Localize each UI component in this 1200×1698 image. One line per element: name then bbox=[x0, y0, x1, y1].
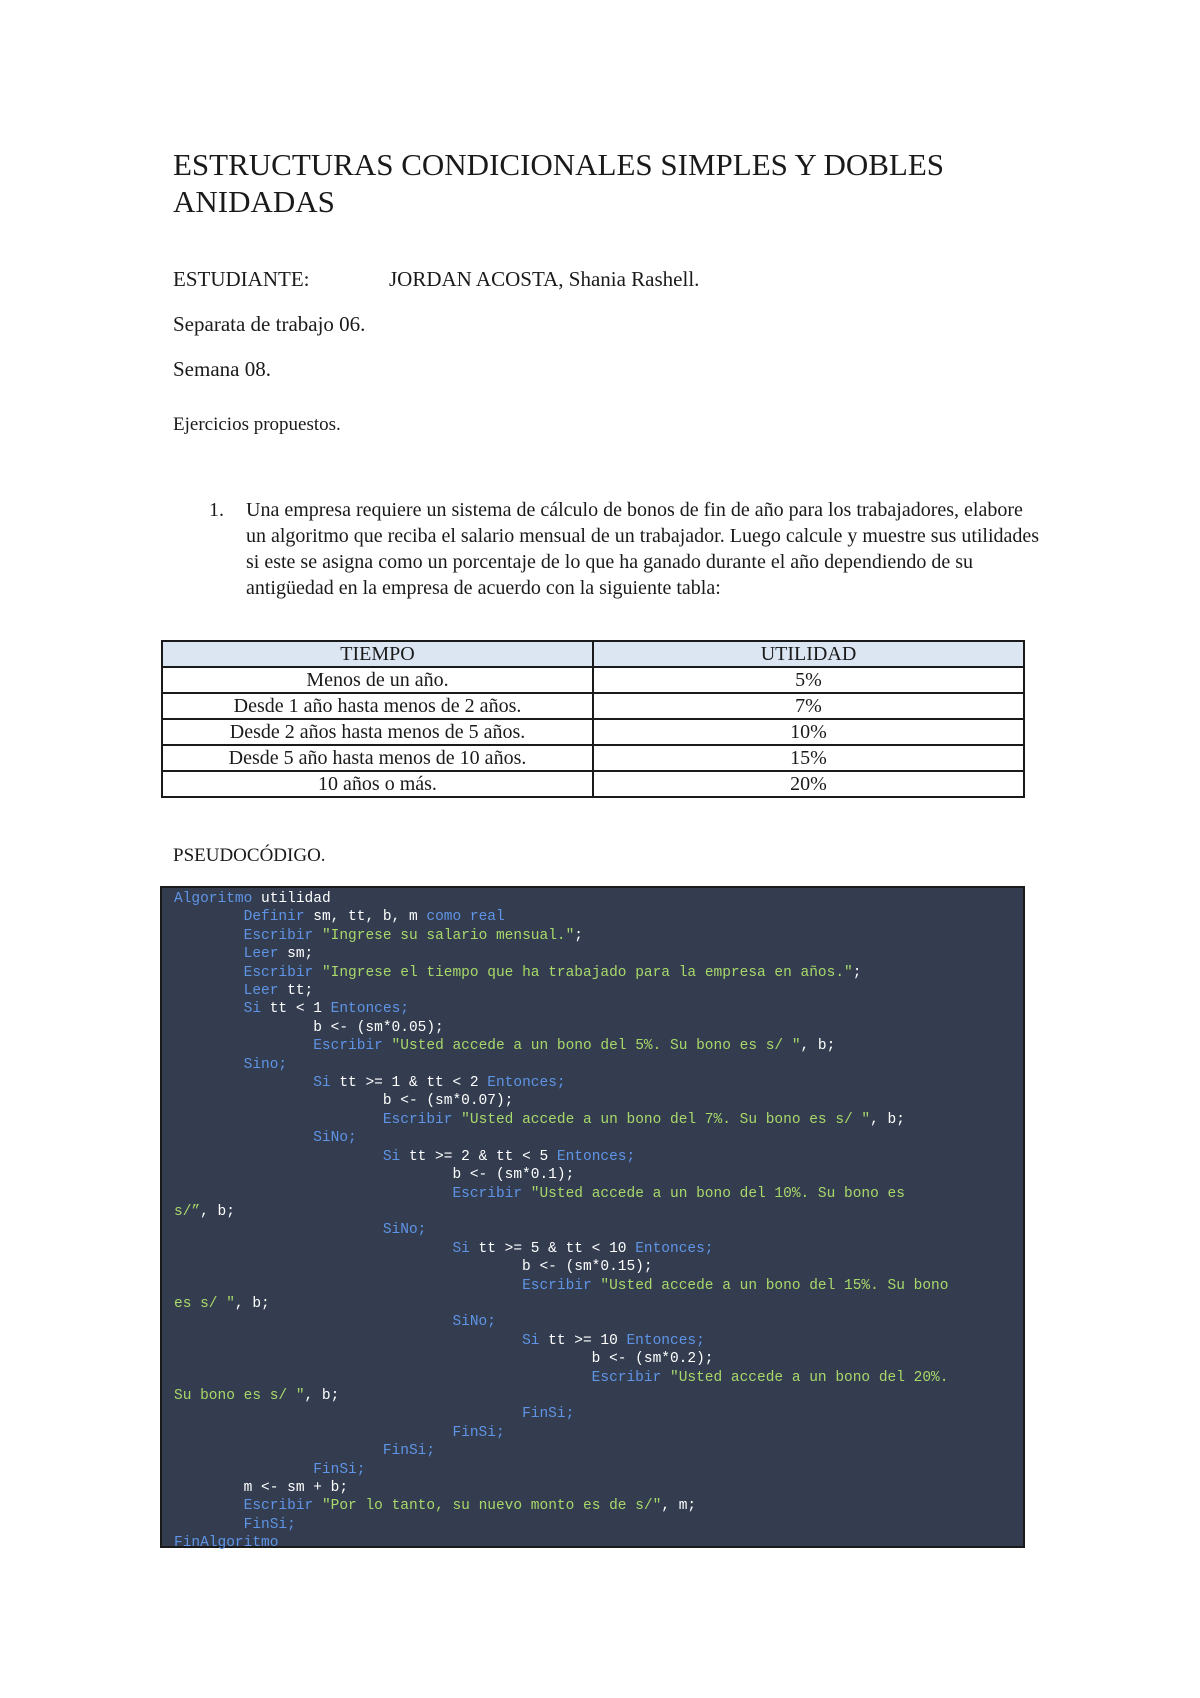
code-keyword: Leer bbox=[243, 983, 279, 1000]
table-row bbox=[162, 693, 1024, 719]
code-text bbox=[174, 983, 244, 999]
code-keyword: SiNo; bbox=[313, 1130, 357, 1147]
header-tiempo: TIEMPO bbox=[162, 641, 593, 667]
code-keyword: Entonces; bbox=[330, 1001, 409, 1018]
code-text bbox=[174, 1038, 313, 1054]
code-keyword: Si bbox=[522, 1332, 540, 1349]
code-keyword: SiNo; bbox=[382, 1222, 427, 1239]
code-keyword: como real bbox=[426, 909, 505, 926]
code-line bbox=[174, 1037, 1011, 1055]
code-keyword: Escribir bbox=[243, 1498, 314, 1515]
code-line bbox=[174, 1497, 1011, 1515]
code-text bbox=[174, 1001, 244, 1017]
code-text: , b; bbox=[234, 1295, 270, 1312]
code-line bbox=[174, 1332, 1011, 1350]
code-text bbox=[174, 1057, 244, 1073]
code-line bbox=[174, 1019, 1011, 1037]
code-text bbox=[174, 1406, 522, 1422]
code-string: Su bono es s/ " bbox=[174, 1387, 305, 1404]
code-line bbox=[174, 1129, 1011, 1147]
code-line bbox=[174, 1313, 1011, 1331]
code-keyword: Si bbox=[452, 1240, 470, 1257]
code-text: , b; bbox=[800, 1038, 836, 1055]
code-line bbox=[174, 927, 1011, 945]
utility-table bbox=[161, 640, 1025, 798]
code-keyword: Escribir bbox=[313, 1038, 383, 1055]
code-keyword: FinSi; bbox=[382, 1443, 436, 1460]
student-label: ESTUDIANTE: bbox=[173, 267, 310, 291]
code-text bbox=[174, 1333, 522, 1349]
pseudocode-block bbox=[160, 886, 1025, 1552]
code-text: ; bbox=[852, 964, 862, 981]
code-line bbox=[174, 1277, 1011, 1295]
code-keyword: SiNo; bbox=[452, 1314, 496, 1331]
code-text bbox=[174, 1278, 522, 1294]
code-line bbox=[174, 1295, 1011, 1313]
code-string: "Ingrese el tiempo que ha trabajado para la empresa en años." bbox=[313, 964, 853, 981]
code-text: tt; bbox=[278, 983, 314, 1000]
code-string: "Ingrese su salario mensual." bbox=[313, 927, 575, 944]
code-line bbox=[174, 1203, 1011, 1221]
code-text: b <- (sm*0.15); bbox=[174, 1259, 653, 1276]
code-line bbox=[174, 1350, 1011, 1368]
code-text: utilidad bbox=[252, 891, 331, 907]
code-text: , b; bbox=[200, 1203, 235, 1220]
code-keyword: Entonces; bbox=[556, 1148, 636, 1165]
code-string: es s/ " bbox=[174, 1295, 235, 1312]
code-keyword: Si bbox=[382, 1148, 401, 1165]
code-text bbox=[174, 1075, 313, 1091]
worksheet-number: Separata de trabajo 06. bbox=[173, 312, 366, 336]
code-keyword: FinSi; bbox=[243, 1516, 296, 1533]
header-utilidad: UTILIDAD bbox=[593, 641, 1024, 667]
code-text bbox=[174, 946, 244, 962]
code-text: sm; bbox=[278, 946, 314, 963]
code-line bbox=[174, 1369, 1011, 1387]
code-line bbox=[174, 1185, 1011, 1203]
code-keyword: FinAlgoritmo bbox=[174, 1535, 279, 1552]
student-line bbox=[173, 266, 700, 292]
code-line bbox=[174, 1092, 1011, 1110]
table-row bbox=[162, 719, 1024, 745]
code-line bbox=[174, 1424, 1011, 1442]
code-line bbox=[174, 1258, 1011, 1276]
code-text: tt < 1 bbox=[261, 1001, 331, 1018]
code-text bbox=[174, 1130, 313, 1146]
pseudocode-text bbox=[174, 890, 1011, 1553]
code-keyword: Escribir bbox=[243, 927, 314, 944]
code-text bbox=[174, 1498, 244, 1514]
code-string: "Por lo tanto, su nuevo monto es de s/" bbox=[313, 1498, 662, 1515]
code-text: b <- (sm*0.1); bbox=[174, 1167, 575, 1184]
code-keyword: Escribir bbox=[522, 1277, 592, 1294]
code-line bbox=[174, 890, 1011, 908]
code-text bbox=[174, 1462, 313, 1478]
code-text bbox=[174, 1149, 383, 1165]
code-line bbox=[174, 1221, 1011, 1239]
code-line bbox=[174, 908, 1011, 926]
code-line bbox=[174, 1442, 1011, 1460]
code-text bbox=[174, 1112, 383, 1128]
code-text: sm, tt, b, m bbox=[304, 909, 427, 926]
table-cell-tiempo: Desde 5 año hasta menos de 10 años. bbox=[162, 745, 593, 771]
code-text bbox=[174, 1425, 452, 1441]
code-text bbox=[174, 1517, 244, 1533]
code-keyword: Algoritmo bbox=[174, 891, 253, 907]
code-keyword: Entonces; bbox=[635, 1240, 714, 1257]
code-string: "Usted accede a un bono del 7%. Su bono es s/ " bbox=[452, 1111, 871, 1128]
code-keyword: FinSi; bbox=[313, 1461, 366, 1478]
code-text: , b; bbox=[870, 1111, 905, 1128]
code-keyword: Escribir bbox=[452, 1185, 523, 1202]
exercises-heading: Ejercicios propuestos. bbox=[173, 414, 341, 435]
code-text: b <- (sm*0.05); bbox=[174, 1019, 444, 1036]
table-header-row bbox=[162, 641, 1024, 667]
code-keyword: Escribir bbox=[382, 1111, 453, 1128]
code-text bbox=[174, 1370, 592, 1386]
week-number: Semana 08. bbox=[173, 357, 271, 381]
table-row bbox=[162, 667, 1024, 693]
code-keyword: Sino; bbox=[243, 1056, 288, 1073]
code-line bbox=[174, 1166, 1011, 1184]
code-text: , m; bbox=[661, 1498, 697, 1515]
table-cell-utilidad: 15% bbox=[593, 745, 1024, 771]
exercise-number: 1. bbox=[209, 499, 224, 521]
document-title: ESTRUCTURAS CONDICIONALES SIMPLES Y DOBLES ANIDADAS bbox=[173, 147, 945, 219]
table-cell-tiempo: Desde 2 años hasta menos de 5 años. bbox=[162, 719, 593, 745]
code-line bbox=[174, 1111, 1011, 1129]
code-text bbox=[174, 928, 244, 944]
code-line bbox=[174, 1387, 1011, 1405]
code-line bbox=[174, 964, 1011, 982]
code-keyword: FinSi; bbox=[522, 1406, 575, 1423]
code-text bbox=[174, 909, 244, 925]
code-text: ; bbox=[574, 927, 583, 944]
code-string: "Usted accede a un bono del 10%. Su bono es bbox=[522, 1185, 905, 1202]
code-string: s/” bbox=[174, 1203, 201, 1220]
code-text: tt >= 5 & tt < 10 bbox=[469, 1240, 636, 1257]
code-text bbox=[174, 1443, 383, 1459]
code-line bbox=[174, 945, 1011, 963]
code-text bbox=[174, 1241, 452, 1257]
code-string: "Usted accede a un bono del 5%. Su bono es s/ " bbox=[382, 1038, 801, 1055]
code-text: tt >= 2 & tt < 5 bbox=[400, 1148, 557, 1165]
code-line bbox=[174, 1461, 1011, 1479]
code-text: b <- (sm*0.2); bbox=[174, 1351, 714, 1368]
code-text bbox=[174, 1314, 452, 1330]
table-row bbox=[162, 771, 1024, 797]
code-line bbox=[174, 1405, 1011, 1423]
table-cell-tiempo: 10 años o más. bbox=[162, 771, 593, 797]
code-keyword: Escribir bbox=[591, 1369, 662, 1386]
code-keyword: Si bbox=[313, 1075, 331, 1092]
table-cell-tiempo: Desde 1 año hasta menos de 2 años. bbox=[162, 693, 593, 719]
code-line bbox=[174, 1000, 1011, 1018]
code-keyword: Escribir bbox=[243, 964, 314, 981]
table-cell-utilidad: 10% bbox=[593, 719, 1024, 745]
code-keyword: Entonces; bbox=[626, 1332, 705, 1349]
code-keyword: Leer bbox=[243, 946, 279, 963]
code-line bbox=[174, 1074, 1011, 1092]
code-text: m <- sm + b; bbox=[174, 1480, 349, 1496]
code-keyword: Entonces; bbox=[487, 1075, 566, 1092]
code-text bbox=[174, 1222, 383, 1238]
table-cell-utilidad: 7% bbox=[593, 693, 1024, 719]
code-line bbox=[174, 982, 1011, 1000]
code-line bbox=[174, 1240, 1011, 1258]
table-row bbox=[162, 745, 1024, 771]
code-line bbox=[174, 1534, 1011, 1552]
code-keyword: Definir bbox=[243, 909, 305, 926]
code-keyword: FinSi; bbox=[452, 1424, 505, 1441]
code-text: , b; bbox=[304, 1387, 340, 1404]
code-text: tt >= 1 & tt < 2 bbox=[330, 1075, 488, 1092]
code-string: "Usted accede a un bono del 20%. bbox=[661, 1369, 949, 1386]
table-cell-utilidad: 5% bbox=[593, 667, 1024, 693]
code-keyword: Si bbox=[243, 1001, 262, 1018]
code-line bbox=[174, 1056, 1011, 1074]
code-text: tt >= 10 bbox=[539, 1332, 627, 1349]
student-name: JORDAN ACOSTA, Shania Rashell. bbox=[389, 267, 700, 291]
code-string: "Usted accede a un bono del 15%. Su bono bbox=[591, 1277, 949, 1294]
pseudocode-heading: PSEUDOCÓDIGO. bbox=[173, 845, 326, 866]
table-cell-tiempo: Menos de un año. bbox=[162, 667, 593, 693]
code-line bbox=[174, 1479, 1011, 1497]
code-text bbox=[174, 1186, 452, 1202]
code-text bbox=[174, 965, 244, 981]
code-line bbox=[174, 1516, 1011, 1534]
table-cell-utilidad: 20% bbox=[593, 771, 1024, 797]
code-line bbox=[174, 1148, 1011, 1166]
code-text: b <- (sm*0.07); bbox=[174, 1093, 514, 1110]
exercise-text: Una empresa requiere un sistema de cálculo de bonos de fin de año para los trabajadores, elabore un algoritmo que reciba el salario mensual de un trabajador. Luego calcule y muestre sus utilidades si este se asigna como un porcentaje de lo que ha ganado durante el año dependiendo de su antigüedad en la empresa de acuerdo con la siguiente tabla: bbox=[246, 499, 1040, 599]
